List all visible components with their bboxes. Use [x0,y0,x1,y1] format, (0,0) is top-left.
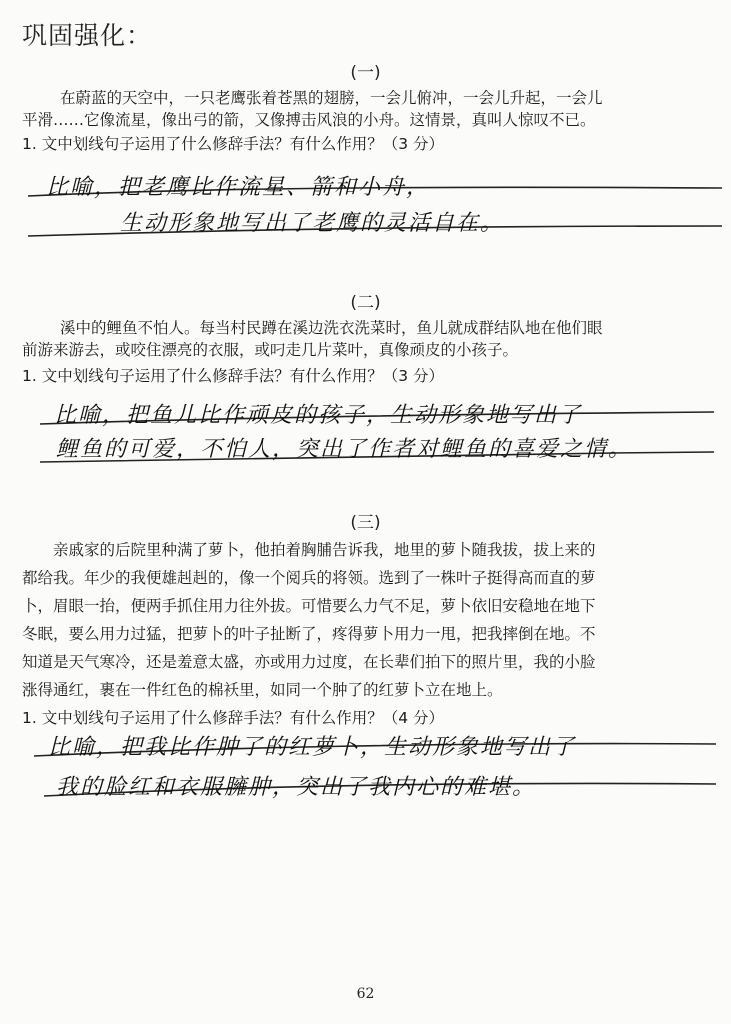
passage-text: 这情景，真叫人惊叹不已。 [409,111,596,129]
section-3-passage-line-4 [22,624,712,644]
section-2-answer-line-2: 鲤鱼的可爱，不怕人，突出了作者对鲤鱼的喜爱之情。 [56,437,633,462]
section-1-question: 1. 文中划线句子运用了什么修辞手法？有什么作用？（3 分） [22,135,445,153]
section-3-question: 1. 文中划线句子运用了什么修辞手法？有什么作用？（4 分） [22,709,445,727]
section-1-passage-line-1 [60,88,720,108]
section-1-number: (一) [350,63,381,83]
page-heading: 巩固强化： [22,21,153,50]
section-2-passage-line-1 [60,318,720,338]
underlined-text: 涨得通红，裹在一件红色的棉袄里，如同一个肿了的红萝卜立在地上。 [22,681,503,699]
section-2-passage-line-2 [22,340,712,360]
underlined-text: 前游来游去，或咬住漂亮的衣服，或叼走几片菜叶，真像顽皮的小孩子。 [22,341,519,359]
passage-text: 知道是天气寒冷，还是羞意太盛，亦或用力过度，在长辈们拍下的照片里， [22,653,534,671]
section-3-answer-line-2: 我的脸红和衣服臃肿，突出了我内心的难堪。 [56,775,537,800]
page-number: 62 [356,986,375,1002]
underlined-text: 在蔚蓝的天空中，一只老鹰张着苍黑的翅膀，一会儿俯冲，一会儿升起，一会儿 [60,89,603,107]
section-2-question: 1. 文中划线句子运用了什么修辞手法？有什么作用？（3 分） [22,367,445,385]
section-3-passage-line-2 [22,568,712,588]
section-3-passage-line-1 [22,540,712,560]
section-2-number: (二) [350,293,381,313]
passage-text: 卜，眉眼一抬，便两手抓住用力往外拔。可惜要么力气不足，萝卜依旧安稳地在地下 [22,597,596,615]
underlined-text: 每当村民蹲在溪边洗衣洗菜时，鱼儿就成群结队地在他们眼 [199,319,603,337]
underlined-text: 平滑……它像流星，像出弓的箭，又像搏击风浪的小舟。 [22,111,410,129]
passage-text: 亲戚家的后院里种满了萝卜，他拍着胸脯告诉我，地里的萝卜随我拔，拔上来的 [22,541,596,559]
section-3-passage-line-5 [22,652,712,672]
section-2-answer-line-1: 比喻，把鱼儿比作顽皮的孩子，生动形象地写出了 [54,403,583,428]
section-3-number: (三) [350,513,381,533]
passage-text: 都给我。年少的我便雄赳赳的，像一个阅兵的将领。选到了一株叶子挺得高而直的萝 [22,569,596,587]
section-1-answer-line-2: 生动形象地写出了老鹰的灵活自在。 [120,211,505,236]
section-3-passage-line-6 [22,680,712,700]
section-1-passage-line-2 [22,110,712,130]
section-3-answer-line-1: 比喻，把我比作肿了的红萝卜，生动形象地写出了 [48,735,577,760]
underlined-text: 我的小脸 [533,653,596,671]
passage-text: 冬眠，要么用力过猛，把萝卜的叶子扯断了，疼得萝卜用力一甩，把我摔倒在地。不 [22,625,596,643]
section-3-passage-line-3 [22,596,712,616]
section-1-answer-line-1: 比喻，把老鹰比作流星、箭和小舟， [46,175,431,200]
passage-text: 溪中的鲤鱼不怕人。 [60,319,200,337]
